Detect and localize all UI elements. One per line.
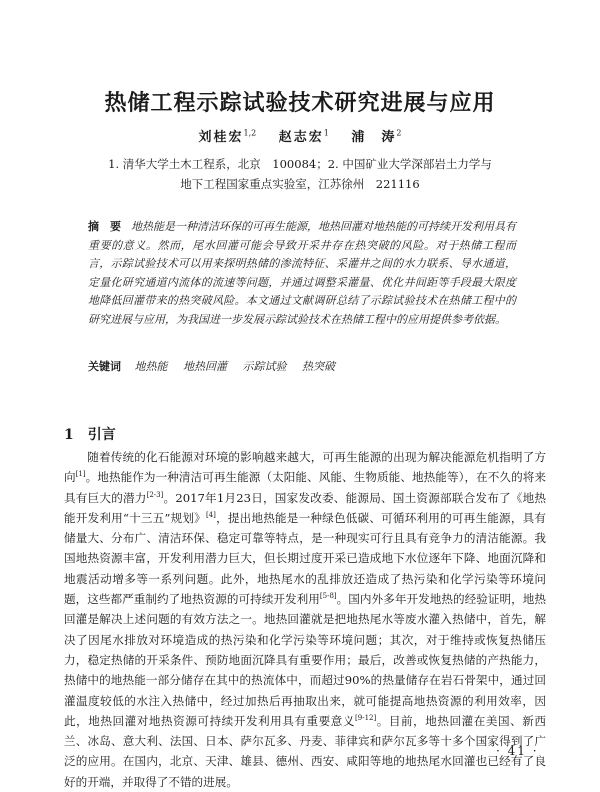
section-title: 引言 bbox=[87, 427, 116, 443]
body-text-run: 。目前，地热回灌在美国、新西兰、冰岛、意大利、法国、日本、萨尔瓦多、丹麦、菲律宾和萨尔瓦多等十多个国家得到了广泛的应用。在国内，北京、天津、雄县、德州、西安、咸阳等地的地热尾水回灌也已经有了良好的开端，并取得了不错的进展。 bbox=[64, 713, 546, 789]
author-name: 刘桂宏 bbox=[198, 130, 244, 145]
citation-ref: [5-8] bbox=[319, 592, 337, 601]
keywords-label: 关键词 bbox=[88, 360, 121, 373]
body-paragraph bbox=[64, 447, 546, 792]
body-text-run: 。2017年1月23日，国家发改委、能源局、国土资源部联合发布了《地热能开发利用“十三五”规划》 bbox=[64, 490, 546, 525]
page-number: · 41 · bbox=[496, 744, 539, 758]
keywords bbox=[88, 358, 516, 374]
author-affiliation-mark: 1,2 bbox=[243, 128, 257, 138]
author-affiliation-mark: 2 bbox=[396, 128, 402, 138]
author-name: 浦 涛 bbox=[351, 130, 397, 145]
citation-ref: [1] bbox=[75, 470, 86, 479]
body-text-run: 随着传统的化石能源对环境的影响越来越大，可再生能源的出现为解决能源危机指明了方向 bbox=[64, 450, 546, 485]
body-text-run: 。国内外多年开发地热的经验证明，地热回灌是解决上述问题的有效方法之一。地热回灌就是把地热尾水等废水灌入热储中，首先，解决了因尾水排放对环境造成的热污染和化学污染等环境问题；其次，对于维持或恢复热储压力，稳定热储的开采条件、预防地面沉降具有重要作用；最后，改善或恢复热储的产热能力，热储中的地热能一部分储存在其中的热流体中，而超过90%的热量储存在岩石骨架中，通过回灌温度较低的水注入热储中，经过加热后再抽取出来，就可能提高地热资源的利用效率，因此，地热回灌对地热资源可持续开发利用具有重要意义 bbox=[64, 592, 546, 728]
abstract bbox=[88, 218, 516, 329]
keyword: 示踪试验 bbox=[242, 360, 287, 373]
keyword: 地热能 bbox=[134, 360, 168, 373]
body-text bbox=[64, 447, 546, 792]
body-text-run: ，提出地热能是一种绿色低碳、可循环利用的可再生能源，具有储量大、分布广、清洁环保、稳定可靠等特点，是一种现实可行且具有竞争力的清洁能源。我国地热资源丰富，开发利用潜力巨大，但长期过度开采已造成地下水位逐年下降、地面沉降和地震活动增多等一系列问题。此外，地热尾水的乱排放还造成了热污染和化学污染等环境问题，这些都严重制约了地热资源的可持续开发利用 bbox=[64, 510, 546, 607]
section-heading bbox=[64, 424, 116, 444]
citation-ref: [4] bbox=[205, 511, 216, 520]
body-text-run: 。地热能作为一种清洁可再生能源（太阳能、风能、生物质能、地热能等），在不久的将来具有巨大的潜力 bbox=[64, 470, 546, 505]
section-number: 1 bbox=[64, 427, 74, 443]
abstract-text: 地热能是一种清洁环保的可再生能源，地热回灌对地热能的可持续开发利用具有重要的意义。然而，尾水回灌可能会导致开采井存在热突破的风险。对于热储工程而言，示踪试验技术可以用来探明热储的渗流特征、采灌井之间的水力联系、导水通道，定量化研究通道内流体的流速等问题，并通过调整采灌量、优化井间距等手段最大限度地降低回灌带来的热突破风险。本文通过文献调研总结了示踪试验技术在热储工程中的研究进展与应用，为我国进一步发展示踪试验技术在热储工程中的应用提供参考依据。 bbox=[88, 220, 516, 326]
author-affiliation-mark: 1 bbox=[323, 128, 329, 138]
abstract-label: 摘 要 bbox=[88, 220, 121, 233]
citation-ref: [9-12] bbox=[355, 714, 377, 722]
affiliation-line: 地下工程国家重点实验室，江苏徐州 221116 bbox=[180, 177, 420, 191]
keyword: 地热回灌 bbox=[183, 360, 227, 373]
affiliation-line: 1. 清华大学土木工程系，北京 100084；2. 中国矿业大学深部岩土力学与 bbox=[108, 157, 492, 171]
author-list bbox=[0, 126, 600, 145]
citation-ref: [2-3] bbox=[146, 490, 164, 499]
keyword: 热突破 bbox=[302, 360, 335, 373]
author-name: 赵志宏 bbox=[278, 130, 324, 145]
paper-title: 热储工程示踪试验技术研究进展与应用 bbox=[104, 90, 496, 116]
